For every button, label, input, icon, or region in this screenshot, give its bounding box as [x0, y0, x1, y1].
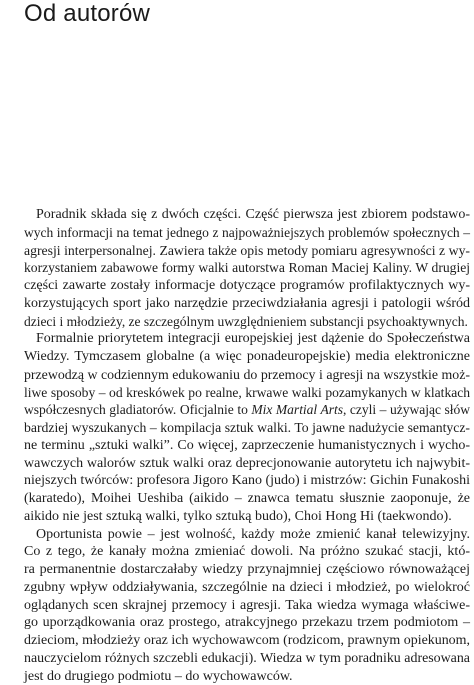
text-line: Oportunista powie – jest wolność, każdy może zmienić kanał telewizyjny.	[24, 526, 470, 544]
text-line-with-italic	[24, 401, 470, 419]
text-line: aikido nie jest sztuką walki, tylko sztuką budo), Choi Hong Hi (taekwondo).	[24, 508, 470, 526]
text-line: oglądanych scen skrajnej przemocy i agresji. Taka wiedza wymaga właściwe-	[24, 597, 470, 615]
text-segment: współczesnych gladiatorów. Oficjalnie to	[24, 402, 251, 417]
text-line: przewodzą w codziennym edukowaniu do przemocy i agresji na wszystkie moż-	[24, 366, 470, 384]
text-line: korzystujących sport jako narzędzie przeciwdziałania agresji i patologii wśród	[24, 295, 470, 313]
text-line: nauczycielom różnych szczebli edukacji). Wiedza w tym poradniku adresowana	[24, 650, 470, 668]
text-line: Poradnik składa się z dwóch części. Część pierwsza jest zbiorem podstawo-	[24, 206, 470, 224]
text-line: ra permanentnie dostarczałaby wiedzy przynajmniej częściowo równoważącej	[24, 561, 470, 579]
text-line: bardziej wyszukanych – kompilacja sztuk walki. To jawne nadużycie semantycz-	[24, 419, 470, 437]
text-line: dzieciom, młodzieży oraz ich wychowawcom (rodzicom, prawnym opiekunom,	[24, 632, 470, 650]
text-line: go uporządkowania oraz prostego, atrakcyjnego przekazu trzem podmiotom –	[24, 614, 470, 632]
text-line: wawczych walorów sztuk walki oraz deprecjonowanie autorytetu ich najwybit-	[24, 455, 470, 473]
chapter-heading: Od autorów	[24, 0, 150, 28]
body-text	[24, 206, 470, 685]
text-line: jest do drugiego podmiotu – do wychowawców.	[24, 668, 470, 685]
text-line: agresji interpersonalnej. Zawiera także opis metody pomiaru agresywności z wy-	[24, 242, 470, 260]
text-line: wych informacji na temat jednego z najpoważniejszych problemów społecznych –	[24, 224, 470, 242]
text-line: Wiedzy. Tymczasem globalne (a więc ponadeuropejskie) media elektroniczne	[24, 348, 470, 366]
text-line: zgubny wpływ oddziaływania, szczególnie na dzieci i młodzież, po wielokroć	[24, 579, 470, 597]
text-line: dzieci i młodzieży, ze szczególnym uwzględnieniem substancji psychoaktywnych.	[24, 313, 470, 331]
italic-phrase: Mix Martial Arts	[251, 402, 343, 417]
text-line: Co z tego, że kanały można zmieniać dowoli. Na próżno szukać stacji, któ-	[24, 543, 470, 561]
text-line: liwe sposoby – od kreskówek po realne, krwawe walki pozamykanych w klatkach	[24, 384, 470, 402]
text-segment: , czyli – używając słów	[343, 402, 470, 417]
text-line: ne terminu „sztuki walki”. Co więcej, zaprzeczenie humanistycznych i wycho-	[24, 437, 470, 455]
text-line: korzystaniem zabawowe formy walki autorstwa Roman Maciej Kaliny. W drugiej	[24, 259, 470, 277]
text-line: niejszych twórców: profesora Jigoro Kano (judo) i mistrzów: Gichin Funakoshi	[24, 472, 470, 490]
text-line: części zawarte zostały informacje dotyczące programów profilaktycznych wy-	[24, 277, 470, 295]
text-line: (karatedo), Moihei Ueshiba (aikido – znawca tematu słusznie zaoponuje, że	[24, 490, 470, 508]
text-line: Formalnie priorytetem integracji europejskiej jest dążenie do Społeczeństwa	[24, 330, 470, 348]
